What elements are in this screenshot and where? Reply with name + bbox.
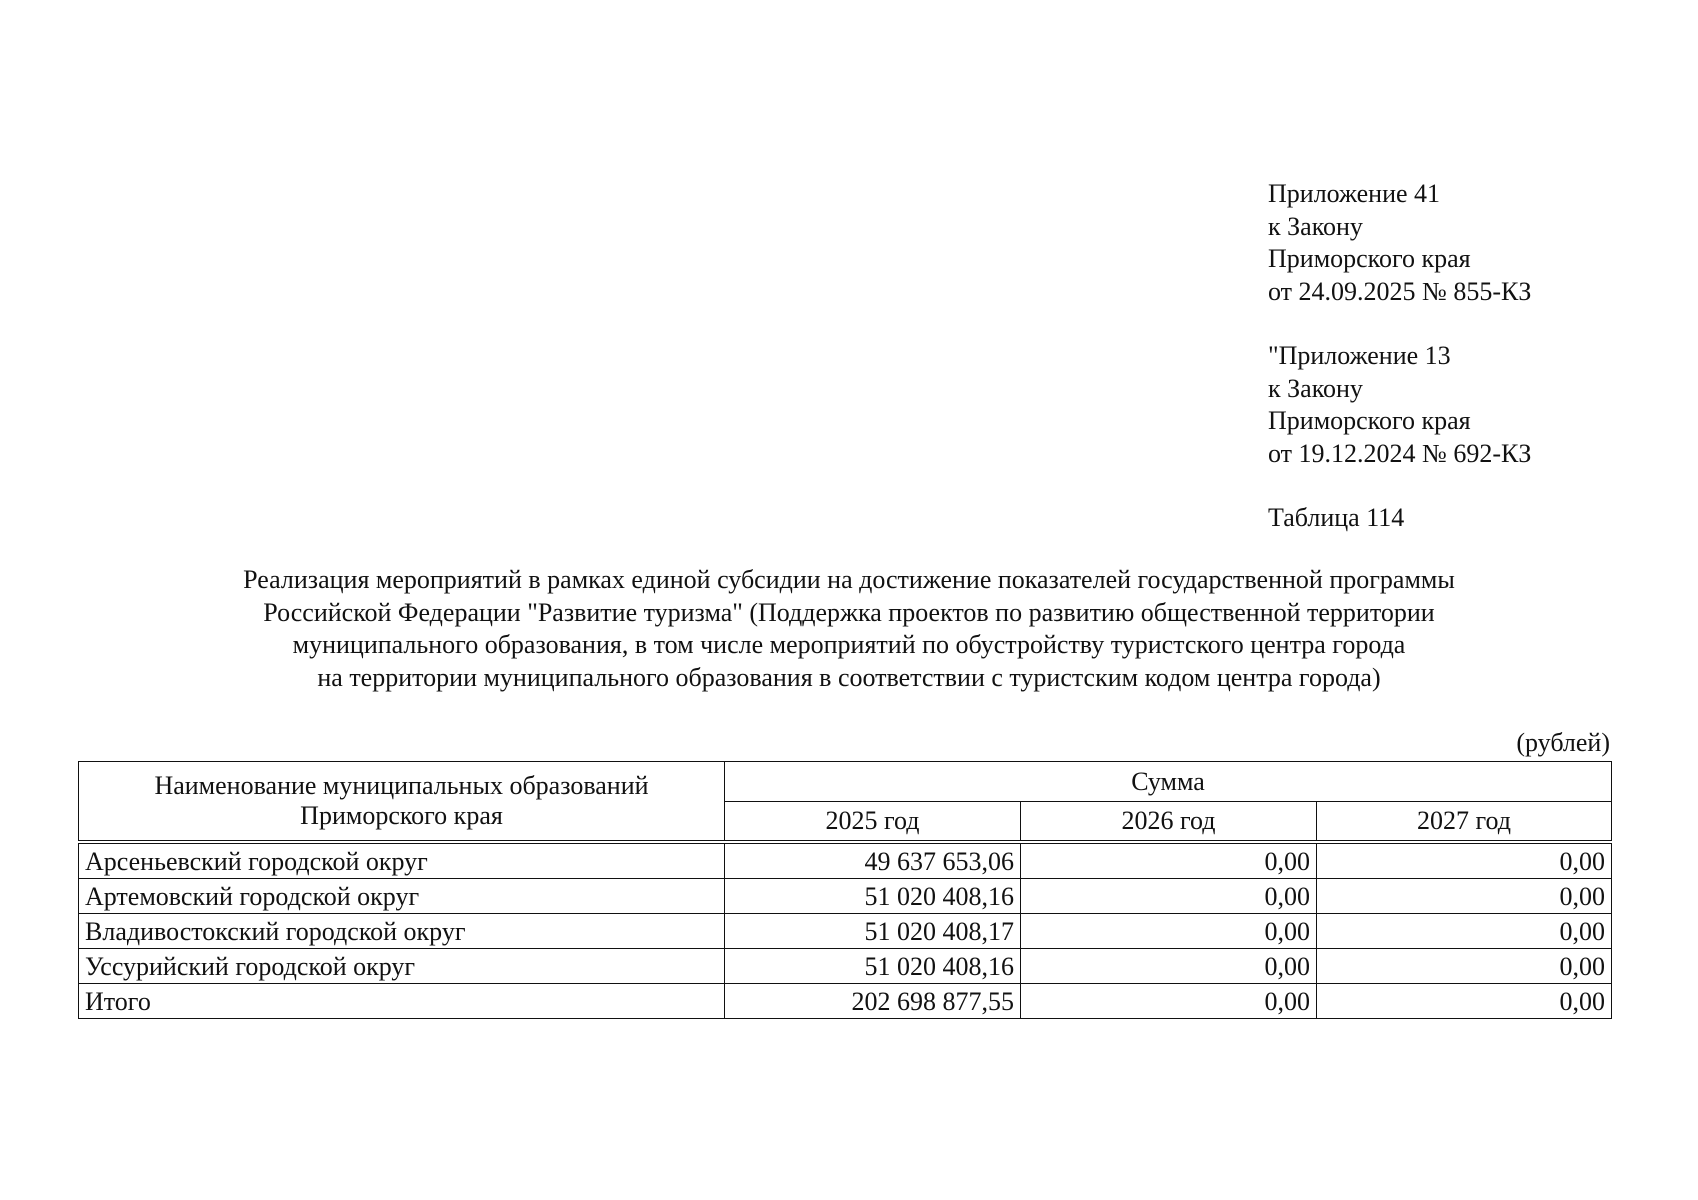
appendix-line: к Закону — [1268, 211, 1363, 241]
row-2027: 0,00 — [1317, 878, 1612, 913]
table-number: Таблица 114 — [1268, 503, 1405, 532]
total-name: Итого — [79, 983, 725, 1018]
document-title — [120, 564, 1578, 694]
row-2025: 51 020 408,17 — [725, 913, 1021, 948]
row-2027: 0,00 — [1317, 948, 1612, 983]
table-row — [79, 842, 1612, 879]
appendix-line: Приморского края — [1268, 244, 1471, 273]
quoted-appendix-line: "Приложение 13 — [1268, 341, 1451, 370]
total-2025: 202 698 877,55 — [725, 983, 1021, 1018]
title-line: муниципального образования, в том числе мероприятий по обустройству туристского центра города — [292, 630, 1406, 659]
row-2026: 0,00 — [1021, 948, 1317, 983]
header-sum-group: Сумма — [725, 762, 1612, 802]
header-name-line: Наименование муниципальных образований — [154, 770, 649, 800]
title-line: на территории муниципального образования в соответствии с туристским кодом центра города) — [317, 662, 1381, 692]
row-2025: 51 020 408,16 — [725, 878, 1021, 913]
row-name: Арсеньевский городской округ — [79, 842, 725, 879]
row-2027: 0,00 — [1317, 842, 1612, 879]
total-row — [79, 983, 1612, 1018]
title-line: Российской Федерации "Развитие туризма" (Поддержка проектов по развитию общественной территории — [263, 597, 1435, 627]
quoted-appendix-line: от 19.12.2024 № 692-КЗ — [1268, 438, 1532, 468]
total-2026: 0,00 — [1021, 983, 1317, 1018]
subsidy-table — [78, 761, 1612, 1019]
header-name-column — [79, 762, 725, 842]
appendix-line: от 24.09.2025 № 855-КЗ — [1268, 276, 1532, 306]
row-2027: 0,00 — [1317, 913, 1612, 948]
table-row — [79, 948, 1612, 983]
row-2025: 51 020 408,16 — [725, 948, 1021, 983]
total-2027: 0,00 — [1317, 983, 1612, 1018]
row-2025: 49 637 653,06 — [725, 842, 1021, 879]
row-2026: 0,00 — [1021, 842, 1317, 879]
table-row — [79, 913, 1612, 948]
title-line: Реализация мероприятий в рамках единой субсидии на достижение показателей государственной программы — [243, 565, 1455, 594]
row-name: Владивостокский городской округ — [79, 913, 725, 948]
header-year-2025: 2025 год — [725, 802, 1021, 842]
header-year-2026: 2026 год — [1021, 802, 1317, 842]
appendix-line: Приложение 41 — [1268, 179, 1441, 208]
row-2026: 0,00 — [1021, 878, 1317, 913]
quoted-appendix-line: к Закону — [1268, 373, 1363, 403]
header-year-2027: 2027 год — [1317, 802, 1612, 842]
header-name-line: Приморского края — [300, 800, 503, 830]
row-name: Уссурийский городской округ — [79, 948, 725, 983]
row-name: Артемовский городской округ — [79, 878, 725, 913]
quoted-appendix-line: Приморского края — [1268, 406, 1471, 435]
units-label: (рублей) — [1516, 728, 1610, 757]
table-row — [79, 878, 1612, 913]
row-2026: 0,00 — [1021, 913, 1317, 948]
appendix-block — [1268, 178, 1531, 535]
